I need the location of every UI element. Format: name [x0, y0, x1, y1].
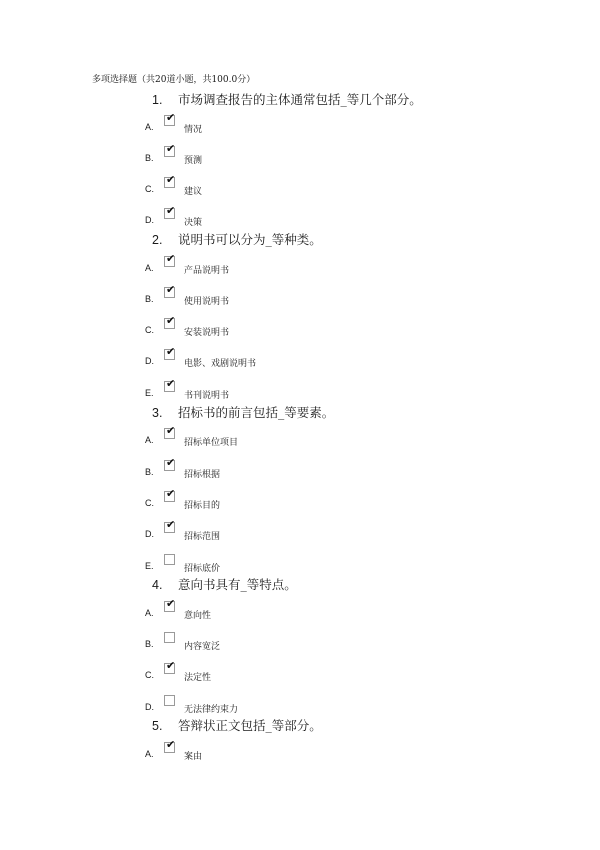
checkbox[interactable]	[164, 738, 176, 753]
checkbox[interactable]	[164, 456, 176, 471]
option-label: 使用说明书	[184, 297, 230, 307]
checkmark-icon: ✔	[166, 518, 176, 531]
option-letter: D.	[145, 356, 154, 366]
option-label: 预测	[184, 156, 203, 166]
checkmark-icon: ✔	[166, 377, 176, 390]
checkbox[interactable]	[164, 314, 176, 329]
checkmark-icon: ✔	[166, 345, 176, 358]
option-letter: A.	[145, 608, 154, 618]
checkbox[interactable]	[164, 695, 175, 706]
option-label: 招标底价	[184, 564, 221, 574]
option-label: 招标目的	[184, 501, 221, 511]
option-label: 决策	[184, 218, 203, 228]
checkmark-icon: ✔	[166, 659, 176, 672]
option-letter: A.	[145, 749, 154, 759]
checkbox[interactable]	[164, 632, 175, 643]
option-letter: D.	[145, 702, 154, 712]
option-label: 招标范围	[184, 532, 221, 542]
checkbox[interactable]	[164, 659, 176, 674]
question-number: 1.	[152, 93, 163, 107]
checkmark-icon: ✔	[166, 314, 176, 327]
checkmark-icon: ✔	[166, 597, 176, 610]
option-letter: A.	[145, 435, 154, 445]
option-letter: C.	[145, 325, 154, 335]
option-label: 产品说明书	[184, 266, 230, 276]
checkbox[interactable]	[164, 283, 176, 298]
option-letter: C.	[145, 670, 154, 680]
option-letter: D.	[145, 215, 154, 225]
option-label: 无法律约束力	[184, 705, 239, 715]
option-letter: B.	[145, 639, 154, 649]
checkbox[interactable]	[164, 252, 176, 267]
checkbox[interactable]	[164, 377, 176, 392]
option-letter: D.	[145, 529, 154, 539]
question-3-stem	[152, 405, 334, 421]
option-label: 招标根据	[184, 470, 221, 480]
option-letter: C.	[145, 184, 154, 194]
checkmark-icon: ✔	[166, 173, 176, 186]
checkmark-icon: ✔	[166, 456, 176, 469]
option-label: 电影、戏剧说明书	[184, 359, 257, 369]
option-letter: A.	[145, 263, 154, 273]
question-text: 说明书可以分为_等种类。	[177, 232, 322, 247]
question-number: 5.	[152, 719, 163, 733]
checkmark-icon: ✔	[166, 111, 176, 124]
option-label: 建议	[184, 187, 203, 197]
checkmark-icon: ✔	[166, 738, 176, 751]
option-letter: B.	[145, 467, 154, 477]
question-text: 意向书具有_等特点。	[177, 577, 297, 592]
question-number: 4.	[152, 578, 163, 592]
checkmark-icon: ✔	[166, 487, 176, 500]
question-text: 招标书的前言包括_等要素。	[177, 405, 335, 420]
checkmark-icon: ✔	[166, 424, 176, 437]
option-label: 法定性	[184, 673, 212, 683]
checkbox[interactable]	[164, 487, 176, 502]
checkbox[interactable]	[164, 173, 176, 188]
question-4-stem	[152, 577, 297, 593]
option-label: 意向性	[184, 611, 212, 621]
option-label: 书刊说明书	[184, 391, 230, 401]
checkbox[interactable]	[164, 345, 176, 360]
section-header: 多项选择题（共20道小题，共100.0分）	[92, 75, 256, 85]
option-label: 情况	[184, 125, 203, 135]
question-2-stem	[152, 232, 322, 248]
question-number: 3.	[152, 406, 163, 420]
question-text: 市场调查报告的主体通常包括_等几个部分。	[177, 92, 422, 107]
option-label: 招标单位项目	[184, 438, 239, 448]
checkmark-icon: ✔	[166, 252, 176, 265]
option-label: 安装说明书	[184, 328, 230, 338]
option-label: 案由	[184, 752, 203, 762]
option-letter: B.	[145, 153, 154, 163]
question-5-stem	[152, 718, 322, 734]
question-text: 答辩状正文包括_等部分。	[177, 718, 322, 733]
option-letter: B.	[145, 294, 154, 304]
checkbox[interactable]	[164, 111, 176, 126]
checkbox[interactable]	[164, 142, 176, 157]
checkbox[interactable]	[164, 554, 175, 565]
option-label: 内容宽泛	[184, 642, 221, 652]
question-1-stem	[152, 92, 422, 108]
checkmark-icon: ✔	[166, 204, 176, 217]
option-letter: E.	[145, 561, 154, 571]
question-number: 2.	[152, 233, 163, 247]
checkbox[interactable]	[164, 518, 176, 533]
option-letter: C.	[145, 498, 154, 508]
checkmark-icon: ✔	[166, 142, 176, 155]
option-letter: A.	[145, 122, 154, 132]
checkbox[interactable]	[164, 204, 176, 219]
checkmark-icon: ✔	[166, 283, 176, 296]
checkbox[interactable]	[164, 424, 176, 439]
checkbox[interactable]	[164, 597, 176, 612]
option-letter: E.	[145, 388, 154, 398]
